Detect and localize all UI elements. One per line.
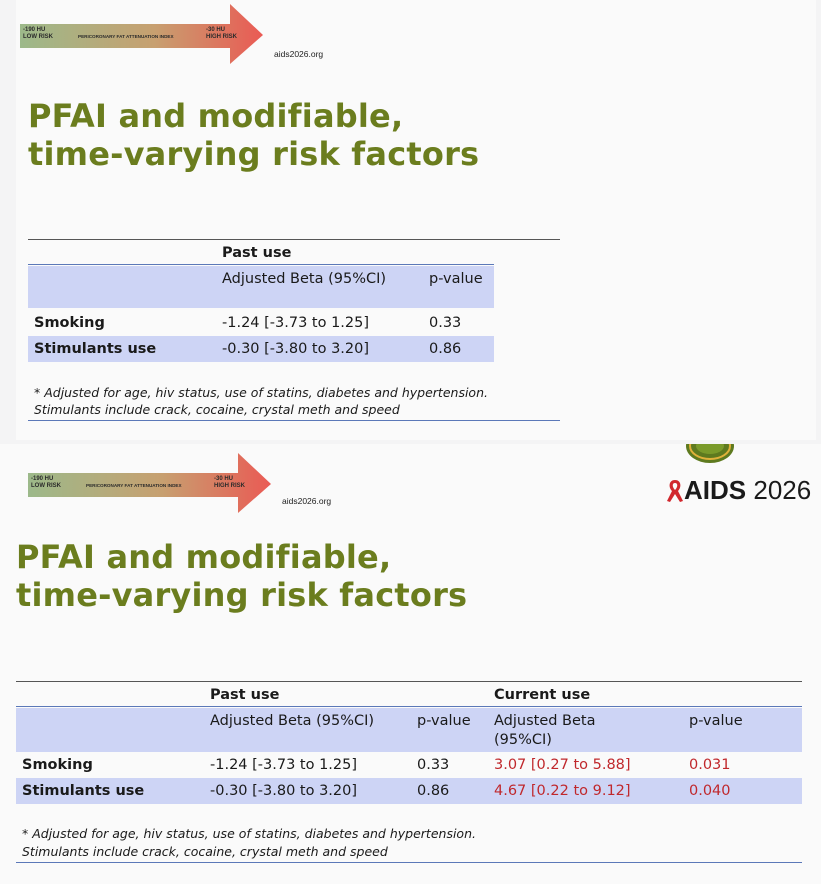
title-line-2: time-varying risk factors — [16, 576, 468, 614]
footnote-line-1: * Adjusted for age, hiv status, use of statins, diabetes and hypertension. — [34, 385, 488, 400]
header-past-use: Past use — [210, 687, 280, 703]
row-label-stimulants: Stimulants use — [22, 783, 145, 799]
cell-beta-current-stimulants: 4.67 [0.22 to 9.12] — [494, 783, 631, 799]
footnote-line-1: * Adjusted for age, hiv status, use of statins, diabetes and hypertension. — [22, 826, 476, 841]
header-current-use: Current use — [494, 687, 591, 703]
logo-wordmark — [684, 475, 811, 506]
footnote-line-2: Stimulants include crack, cocaine, crystal meth and speed — [34, 402, 400, 417]
logo-word: AIDS — [684, 475, 747, 505]
slide-title — [28, 97, 479, 173]
cell-beta-past-stimulants: -0.30 [-3.80 to 3.20] — [210, 783, 358, 799]
site-url: aids2026.org — [274, 49, 324, 59]
col-header-beta-current-line-1: Adjusted Beta — [494, 713, 596, 729]
cell-beta-smoking: -1.24 [-3.73 to 1.25] — [222, 315, 370, 331]
risk-arrow-banner — [28, 453, 358, 513]
footnote-rule — [28, 420, 560, 421]
header-band — [16, 708, 802, 752]
aids-2026-logo — [664, 444, 814, 514]
cell-beta-current-smoking: 3.07 [0.27 to 5.88] — [494, 757, 631, 773]
col-header-beta: Adjusted Beta (95%CI) — [222, 271, 387, 287]
arrow-middle-label: PERICORONARY FAT ATTENUATION INDEX — [86, 483, 182, 488]
cell-pvalue-current-smoking: 0.031 — [689, 757, 731, 773]
title-line-1: PFAI and modifiable, — [16, 538, 392, 576]
arrow-middle-label: PERICORONARY FAT ATTENUATION INDEX — [78, 34, 174, 39]
conference-emblem-icon — [682, 444, 742, 466]
arrow-left-label: -190 HU LOW RISK — [23, 27, 53, 40]
arrow-right-label: -30 HU HIGH RISK — [214, 476, 246, 489]
slide-2 — [0, 444, 821, 884]
col-header-pvalue-current: p-value — [689, 713, 743, 729]
table-top-rule — [28, 239, 560, 240]
cell-pvalue-past-smoking: 0.33 — [417, 757, 450, 773]
cell-pvalue-smoking: 0.33 — [429, 315, 462, 331]
title-line-1: PFAI and modifiable, — [28, 97, 404, 135]
title-line-2: time-varying risk factors — [28, 135, 480, 173]
logo-year: 2026 — [753, 475, 812, 505]
table-top-rule — [16, 681, 802, 682]
col-header-beta-current-line-2: (95%CI) — [494, 732, 552, 748]
arrow-left-label: -190 HU LOW RISK — [31, 476, 61, 489]
row-label-smoking: Smoking — [34, 315, 105, 331]
col-header-pvalue: p-value — [429, 271, 483, 287]
header-rule — [28, 264, 494, 265]
header-past-use: Past use — [222, 245, 292, 261]
cell-pvalue-past-stimulants: 0.86 — [417, 783, 450, 799]
header-rule — [16, 706, 802, 707]
red-ribbon-icon — [666, 478, 684, 504]
row-label-smoking: Smoking — [22, 757, 93, 773]
col-header-beta-past: Adjusted Beta (95%CI) — [210, 713, 375, 729]
row-label-stimulants: Stimulants use — [34, 341, 157, 357]
slide-1 — [16, 0, 816, 440]
cell-beta-past-smoking: -1.24 [-3.73 to 1.25] — [210, 757, 358, 773]
col-header-pvalue-past: p-value — [417, 713, 471, 729]
cell-pvalue-stimulants: 0.86 — [429, 341, 462, 357]
arrow-right-label: -30 HU HIGH RISK — [206, 27, 238, 40]
risk-arrow-banner — [20, 4, 350, 64]
site-url: aids2026.org — [282, 496, 332, 506]
cell-beta-stimulants: -0.30 [-3.80 to 3.20] — [222, 341, 370, 357]
cell-pvalue-current-stimulants: 0.040 — [689, 783, 731, 799]
slide-title — [16, 538, 467, 614]
footnote-rule — [16, 862, 802, 863]
footnote-line-2: Stimulants include crack, cocaine, crystal meth and speed — [22, 844, 388, 859]
